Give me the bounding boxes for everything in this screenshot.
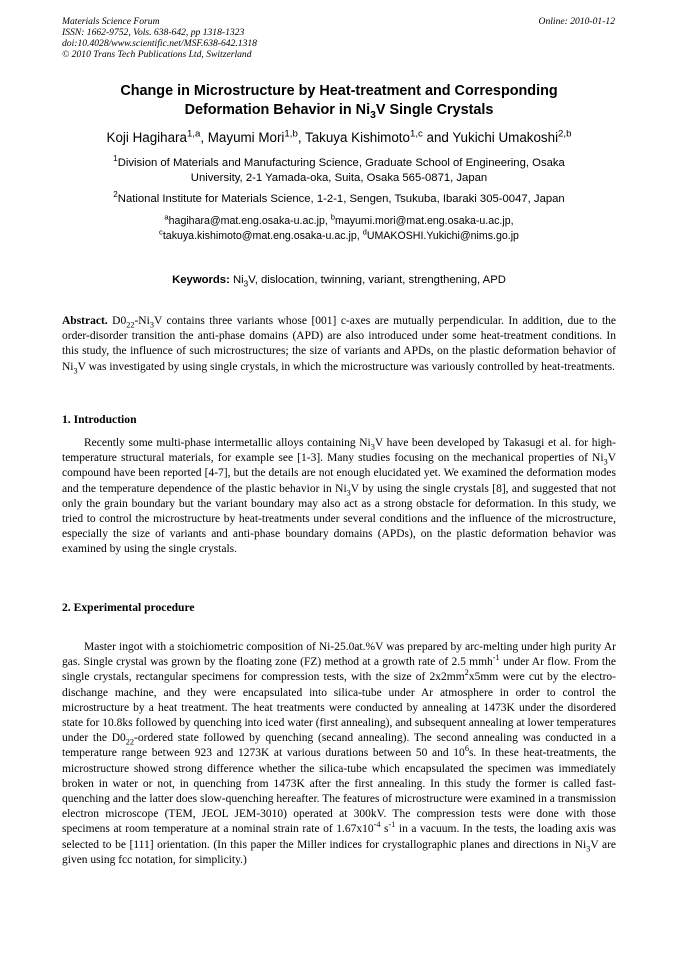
author-name: Mayumi Mori — [207, 130, 285, 145]
title-line-1: Change in Microstructure by Heat-treatment and Corresponding — [120, 83, 558, 99]
journal-copyright: © 2010 Trans Tech Publications Ltd, Switzerland — [62, 49, 252, 60]
email-link[interactable]: hagihara@mat.eng.osaka-u.ac.jp, — [168, 215, 331, 227]
email-link[interactable]: UMAKOSHI.Yukichi@nims.go.jp — [366, 230, 519, 242]
experimental-paragraph: Master ingot with a stoichiometric composition of Ni-25.0at.%V was prepared by arc-melting under high purity Ar gas. Single crystal was grown by the floating zone (FZ) method at a growth rate of 2.5 mmh$^{-1}$ under Ar flow. From the single crystals, rectangular specimens for compression tests, with the size of $2x2mm^2x5mm$ were cut by the electro-dischange machine, and they were encapsulated into silica-tube under Ar atmosphere in order to control the microstructure by a heat treatment. The heat treatments were conducted by annealing at 1473K under the disordered state for 10.8ks followed by quenching into iced water (first annealing), and subsequent annealing at lower temperatures under the $D0_{22}$-ordered state followed by quenching (secand annealing). The second annealing was conducted in a temperature range between 923 and 1273K at various durations between 50 and $10^6s$. In these heat-treatments, the microstructure showed strong difference whether the silica-tube which encapsulated the specimen was immediately broken in water or not, in quenching from 1473K after the first annealing. In this study the former is called fast-quenching and the latter does slow-quenching hereafter. The features of microstructure were examined in a transmission electron microscope (TEM, JEOL JEM-3010) operated at 300kV. The compression tests were done with those specimens at room temperature at a nominal strain rate of $1.67x10^{-4}$ $s^{-1}$ in a vacuum. In the tests, the loading axis was selected to be [111] orientation. (In this paper the Miller indices for crystallographic planes and directions in $Ni_3V$ are given using fcc notation, for simplicity.) — [62, 641, 616, 866]
journal-issn: ISSN: 1662-9752, Vols. 638-642, pp 1318-1323 — [62, 27, 245, 38]
online-date: Online: 2010-01-12 — [538, 16, 615, 27]
affiliation-1: $^1$Division of Materials and Manufacturing Science, Graduate School of Engineering, Osaka University, 2-1 Yamada-oka, Suita, Osaka 565-0871, Japan — [113, 154, 565, 184]
author-affiliation-mark: 1,c — [409, 128, 423, 140]
affiliation-2: $^2$National Institute for Materials Science, 1-2-1, Sengen, Tsukuba, Ibaraki 305-0047, Japan — [113, 190, 565, 205]
keywords: Keywords: $Ni_3V$, dislocation, twinning, variant, strengthening, APD — [172, 274, 506, 289]
author-affiliation-mark: 1,a — [186, 128, 201, 140]
email-link[interactable]: takuya.kishimoto@mat.eng.osaka-u.ac.jp, — [162, 230, 363, 242]
abstract: Abstract. $D0_{22}-Ni_3V$ contains three variants whose [001] c-axes are mutually perpendicular. In addition, due to the order-disorder transition the anti-phase domains (APD) are also introduced under some heat-treatment conditions. In this study, the influence of such microstructures; the size of variants and APDs, on the plastic deformation behavior of $Ni_3V$ was investigated by using single crystals, in which the microstructure was variously controlled by heat-treatments. — [62, 315, 617, 375]
journal-header — [62, 16, 257, 60]
title-line-2: Deformation Behavior in $Ni_3V$ Single Crystals — [184, 102, 494, 121]
keywords-label: Keywords: — [172, 274, 230, 286]
introduction-paragraph: Recently some multi-phase intermetallic alloys containing $Ni_3V$ have been developed by Takasugi et al. for high-temperature structural materials, for example see [1-3]. Many studies focusing on the mechanical properties of $Ni_3V$ compound have been reported [4-7], but the details are not enough elucidated yet. We examined the deformation modes and the temperature dependence of the plastic behavior in $Ni_3V$ by using the single crystals [8], and suggested that not only the grain boundary but the variant boundary may also act as a strong obstacle for deformation. In this study, we tried to control the microstructure by heat-treatments under several conditions and the influence of the microstructure, especially the size of variants and anti-phase boundary domains (APDs), on the plastic deformation behavior was examined by using the single crystals. — [62, 437, 616, 556]
section-heading-experimental: 2. Experimental procedure — [62, 601, 195, 614]
author-emails: $^a$hagihara@mat.eng.osaka-u.ac.jp, $^b$mayumi.mori@mat.eng.osaka-u.ac.jp, $^c$takuya.kishimoto@mat.eng.osaka-u.ac.jp, $^d$UMAKOSHI.Yukichi@nims.go.jp — [159, 212, 519, 242]
author-list: Koji Hagihara$^{1,a}$, Mayumi Mori$^{1,b}$, Takuya Kishimoto$^{1,c}$ and Yukichi Umakoshi$^{2,b}$ — [106, 128, 572, 145]
section-heading-introduction: 1. Introduction — [62, 413, 137, 426]
email-link[interactable]: mayumi.mori@mat.eng.osaka-u.ac.jp, — [335, 215, 514, 227]
author-affiliation-mark: 2,b — [558, 128, 572, 140]
author-name: Takuya Kishimoto — [305, 130, 410, 145]
author-name: Yukichi Umakoshi — [452, 130, 559, 145]
abstract-label: Abstract. — [62, 315, 108, 327]
journal-doi[interactable]: doi:10.4028/www.scientific.net/MSF.638-642.1318 — [62, 38, 257, 49]
author-name: Koji Hagihara — [106, 130, 187, 145]
author-affiliation-mark: 1,b — [284, 128, 298, 140]
paper-title — [62, 82, 616, 120]
journal-name: Materials Science Forum — [62, 16, 160, 27]
